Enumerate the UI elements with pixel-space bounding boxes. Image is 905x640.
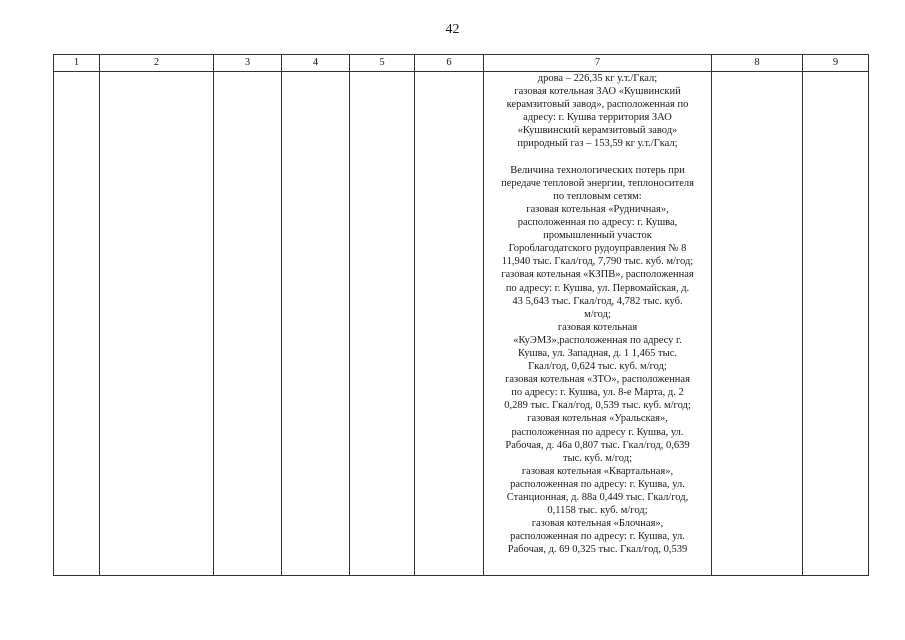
column-header-5: 5: [350, 55, 415, 72]
text-line: м/год;: [584, 308, 611, 320]
cell-col-2: [100, 72, 214, 576]
text-line: по тепловым сетям:: [553, 190, 642, 202]
text-line: расположенная по адресу: г. Кушва, ул.: [510, 478, 685, 490]
text-line: по адресу: г. Кушва, ул. 8-е Марта, д. 2: [511, 387, 684, 399]
text-line: дрова – 226,35 кг у.т./Гкал;: [537, 73, 658, 84]
text-line: природный газ – 153,59 кг у.т./Гкал;: [517, 138, 678, 150]
cell-col-4: [282, 72, 350, 576]
text-line: керамзитовый завод», расположенная по: [506, 99, 689, 111]
text-line: адресу: г. Кушва территория ЗАО: [523, 112, 672, 124]
column-number-row: [54, 55, 869, 72]
text-line: [486, 151, 709, 164]
text-line: по адресу: г. Кушва, ул. Первомайская, д.: [505, 282, 690, 294]
cell-col-1: [54, 72, 100, 576]
text-line: расположенная по адресу: г. Кушва,: [517, 217, 678, 229]
text-line: газовая котельная ЗАО «Кушвинский: [514, 86, 681, 98]
text-line: Величина технологических потерь при: [510, 164, 685, 176]
column-header-9: 9: [803, 55, 869, 72]
cell-col-5: [350, 72, 415, 576]
column-header-4: 4: [282, 55, 350, 72]
text-line: «Кушвинский керамзитовый завод»: [517, 125, 678, 137]
column-header-1: 1: [54, 55, 100, 72]
column-header-3: 3: [214, 55, 282, 72]
text-line: Гороблагодатского рудоуправления № 8: [508, 243, 687, 255]
text-line: Рабочая, д. 69 0,325 тыс. Гкал/год, 0,539: [507, 544, 688, 556]
text-line: Станционная, д. 88а 0,449 тыс. Гкал/год,: [506, 492, 689, 503]
column-header-2: 2: [100, 55, 214, 72]
text-line: газовая котельная «Уральская»,: [527, 413, 668, 425]
text-line: газовая котельная «КЗПВ», расположенная: [501, 269, 694, 281]
text-line: Рабочая, д. 46а 0,807 тыс. Гкал/год, 0,639: [505, 439, 690, 451]
table-row: [54, 72, 869, 576]
cell-col-9: [803, 72, 869, 576]
text-line: расположенная по адресу: г. Кушва, ул.: [510, 531, 685, 543]
text-line: газовая котельная «ЗТО», расположенная: [505, 374, 690, 386]
text-line: Кушва, ул. Западная, д. 1 1,465 тыс.: [518, 347, 677, 359]
text-line: передаче тепловой энергии, теплоносителя: [501, 177, 694, 189]
cell-col-6: [415, 72, 484, 576]
text-line: 0,1158 тыс. куб. м/год;: [547, 505, 648, 517]
text-line: 43 5,643 тыс. Гкал/год, 4,782 тыс. куб.: [512, 295, 683, 307]
cell-col-8: [712, 72, 803, 576]
column-7-text: [484, 72, 711, 575]
text-line: тыс. куб. м/год;: [562, 452, 633, 464]
column-header-8: 8: [712, 55, 803, 72]
page-number: 42: [445, 22, 460, 37]
cell-col-7: [484, 72, 712, 576]
text-line: промышленный участок: [543, 230, 652, 242]
text-line: 11,940 тыс. Гкал/год, 7,790 тыс. куб. м/год;: [501, 256, 694, 268]
column-header-6: 6: [415, 55, 484, 72]
text-line: газовая котельная «Рудничная»,: [526, 203, 669, 215]
text-line: газовая котельная «Квартальная»,: [521, 465, 674, 477]
text-line: расположенная по адресу г. Кушва, ул.: [511, 426, 684, 438]
text-line: газовая котельная: [557, 321, 638, 333]
data-table: [53, 54, 869, 576]
text-line: газовая котельная «Блочная»,: [531, 518, 664, 530]
column-header-7: 7: [484, 55, 712, 72]
text-line: 0,289 тыс. Гкал/год, 0,539 тыс. куб. м/год;: [504, 400, 691, 412]
cell-col-3: [214, 72, 282, 576]
text-line: «КуЭМЗ»,расположенная по адресу г.: [513, 334, 682, 346]
text-line: Гкал/год, 0,624 тыс. куб. м/год;: [528, 361, 667, 373]
